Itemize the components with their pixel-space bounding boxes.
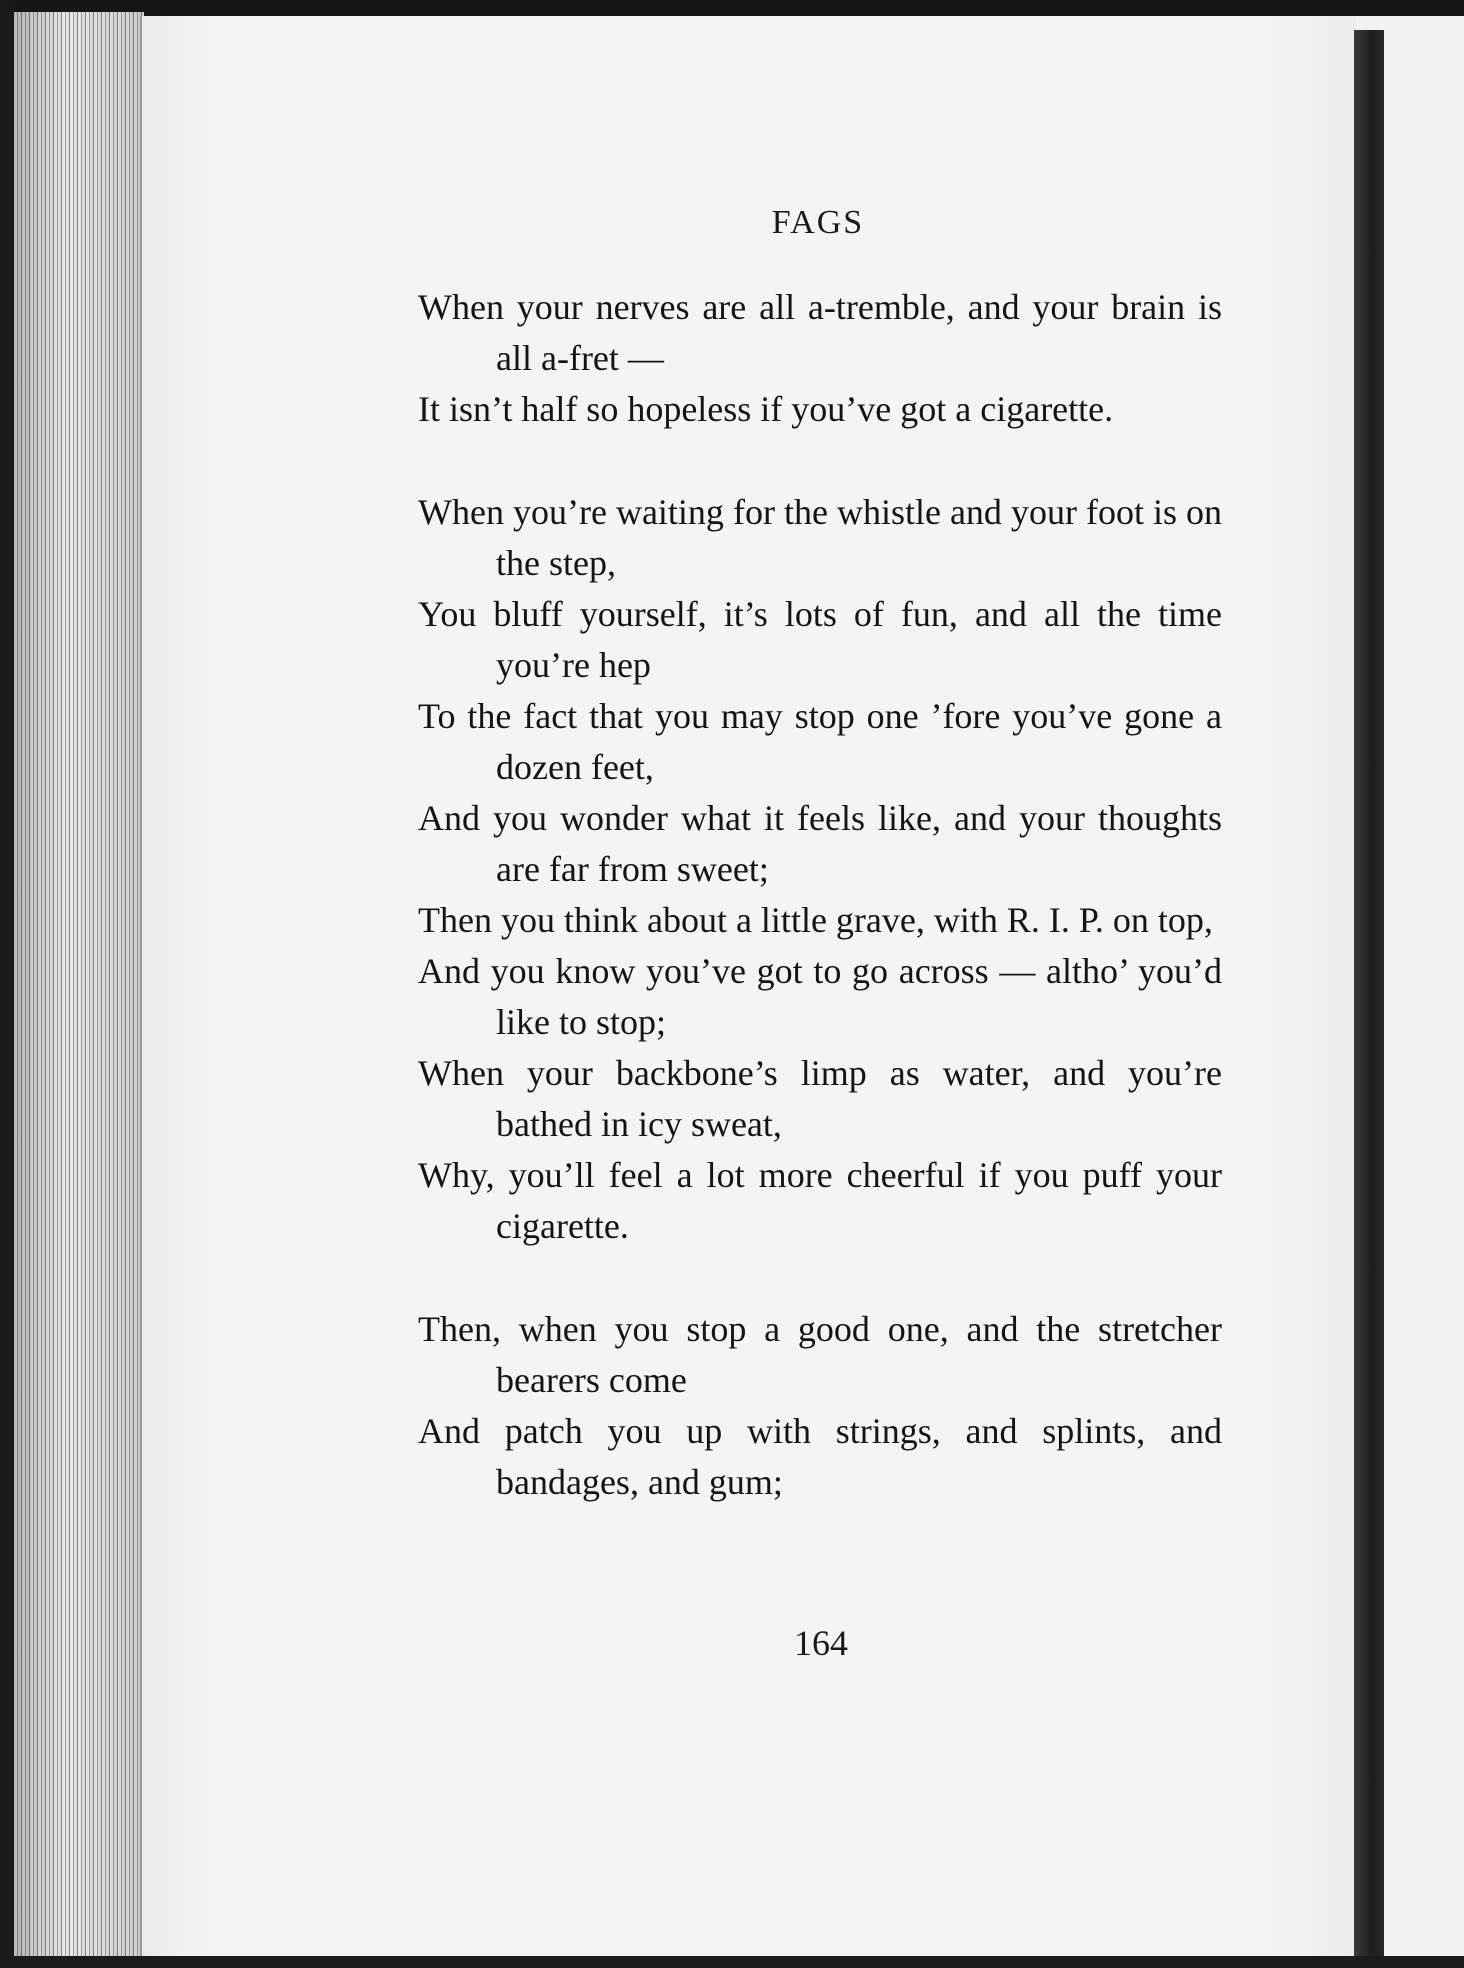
poem-line: Then, when you stop a good one, and the stretcher bearers come: [418, 1309, 1222, 1400]
stanza-3: [418, 1304, 1222, 1508]
poem-line: To the fact that you may stop one ’fore you’ve gone a dozen feet,: [418, 696, 1222, 787]
book-gutter: [1354, 30, 1384, 1956]
scan-border-left: [0, 0, 14, 1968]
poem-line: And you wonder what it feels like, and your thoughts are far from sweet;: [418, 798, 1222, 889]
poem-line: It isn’t half so hopeless if you’ve got a cigarette.: [418, 389, 1114, 429]
scan-border-top: [0, 0, 1464, 16]
stanza-break: [418, 435, 1222, 487]
stanza-break: [418, 1252, 1222, 1304]
poem-line: You bluff yourself, it’s lots of fun, and all the time you’re hep: [418, 594, 1222, 685]
stanza-1: [418, 282, 1222, 435]
facing-page-edge: [1384, 16, 1464, 1956]
stanza-2: [418, 487, 1222, 1252]
scan-border-bottom: [0, 1956, 1464, 1968]
poem-line: When your backbone’s limp as water, and you’re bathed in icy sweat,: [418, 1053, 1222, 1144]
poem-line: And patch you up with strings, and splints, and bandages, and gum;: [418, 1411, 1222, 1502]
poem-body: [418, 282, 1222, 1508]
poem-title: FAGS: [771, 204, 865, 241]
page-number: 164: [794, 1623, 848, 1663]
book-page-edges-shade: [14, 12, 144, 1956]
poem-line: When you’re waiting for the whistle and your foot is on the step,: [418, 492, 1222, 583]
poem-line: Then you think about a little grave, with R. I. P. on top,: [418, 900, 1213, 940]
poem-line: When your nerves are all a-tremble, and your brain is all a-fret —: [418, 287, 1222, 378]
poem-line: And you know you’ve got to go across — altho’ you’d like to stop;: [418, 951, 1222, 1042]
poem-line: Why, you’ll feel a lot more cheerful if you puff your cigarette.: [418, 1155, 1222, 1246]
